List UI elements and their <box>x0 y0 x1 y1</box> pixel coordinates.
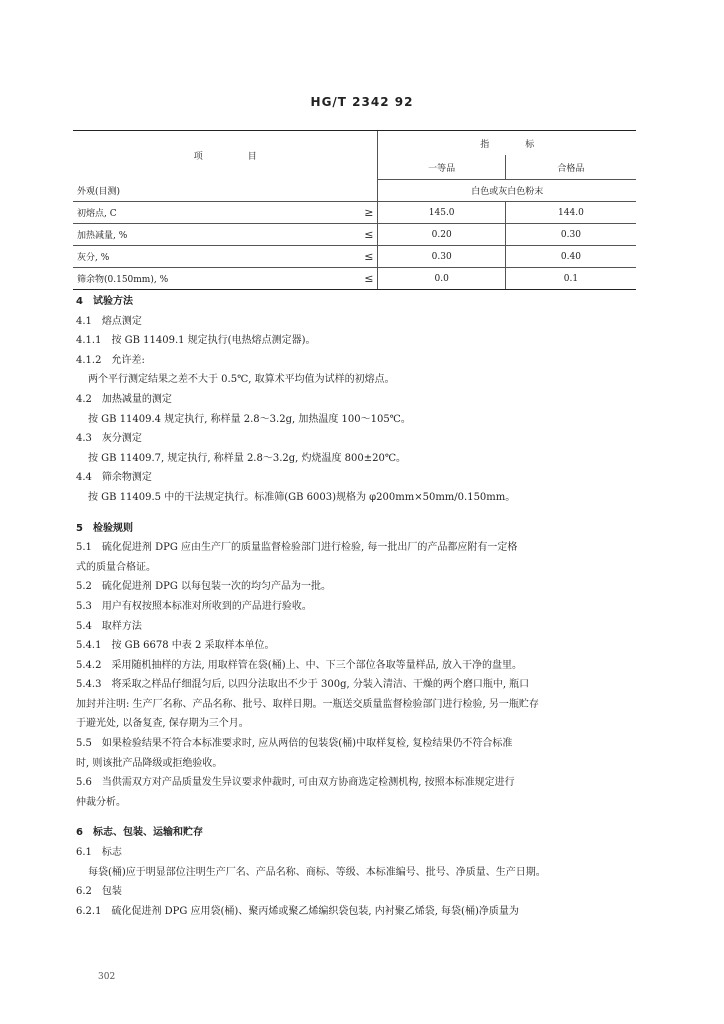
row-label: 灰分, % <box>73 246 341 268</box>
clause-continued: 式的质量合格证。 <box>76 561 156 573</box>
standard-header: HG/T 2342 92 <box>310 95 414 109</box>
section-heading: 4 试验方法 <box>76 296 133 307</box>
row-symbol: ≤ <box>341 268 378 290</box>
appearance-value: 白色或灰白色粉末 <box>378 180 636 202</box>
row-label: 加热减量, % <box>73 224 341 246</box>
row-qualified-value: 0.30 <box>505 224 636 246</box>
paragraph: 按 GB 11409.7, 规定执行, 称样量 2.8～3.2g, 灼烧温度 800±20℃。 <box>88 452 407 464</box>
subsection-heading: 4.3 灰分测定 <box>76 433 142 445</box>
col-qualified-grade: 合格品 <box>505 155 636 180</box>
row-qualified-value: 0.1 <box>505 268 636 290</box>
row-label: 初熔点, C <box>73 202 341 224</box>
row-first-value: 145.0 <box>378 202 505 224</box>
clause: 6.2.1 硫化促进剂 DPG 应用袋(桶)、聚丙烯或聚乙烯编织袋包装, 内衬聚乙烯袋, 每袋(桶)净质量为 <box>76 905 519 917</box>
paragraph: 两个平行测定结果之差不大于 0.5℃, 取算术平均值为试样的初熔点。 <box>88 374 395 386</box>
clause-continued: 仲裁分析。 <box>76 796 126 808</box>
paragraph: 按 GB 11409.4 规定执行, 称样量 2.8～3.2g, 加热温度 100～105℃。 <box>88 413 411 425</box>
subsection-heading: 5.4 取样方法 <box>76 620 142 632</box>
clause: 4.1.2 允许差: <box>76 354 145 366</box>
clause: 5.2 硫化促进剂 DPG 以每包装一次的均匀产品为一批。 <box>76 581 331 593</box>
row-symbol: ≥ <box>341 202 378 224</box>
subsection-heading: 4.2 加热减量的测定 <box>76 393 172 405</box>
clause: 5.4.2 采用随机抽样的方法, 用取样管在袋(桶)上、中、下三个部位各取等量样品, 放入干净的盘里。 <box>76 659 522 671</box>
page-number: 302 <box>98 972 116 982</box>
document-body <box>76 292 640 921</box>
section-heading: 6 标志、包装、运输和贮存 <box>76 827 203 839</box>
clause: 5.4.3 将采取之样品仔细混匀后, 以四分法取出不少于 300g, 分装入清洁、干燥的两个磨口瓶中, 瓶口 <box>76 679 530 691</box>
paragraph: 按 GB 11409.5 中的干法规定执行。标准筛(GB 6003)规格为 φ200mm×50mm/0.150mm。 <box>88 491 516 503</box>
clause-continued: 加封并注明: 生产厂名称、产品名称、批号、取样日期。一瓶送交质量监督检验部门进行检验, 另一瓶贮存 <box>76 698 539 710</box>
col-first-grade: 一等品 <box>378 155 505 180</box>
row-symbol: ≤ <box>341 224 378 246</box>
subsection-heading: 6.2 包装 <box>76 886 122 898</box>
col-index-header: 指 标 <box>378 131 636 156</box>
clause: 4.1.1 按 GB 11409.1 规定执行(电热熔点测定器)。 <box>76 335 316 347</box>
section-heading: 5 检验规则 <box>76 522 133 534</box>
clause: 5.6 当供需双方对产品质量发生异议要求仲裁时, 可由双方协商选定检测机构, 按照本标准规定进行 <box>76 777 515 789</box>
paragraph: 每袋(桶)应于明显部位注明生产厂名、产品名称、商标、等级、本标准编号、批号、净质量、生产日期。 <box>88 866 546 878</box>
subsection-heading: 4.1 熔点测定 <box>76 315 142 327</box>
subsection-heading: 4.4 筛余物测定 <box>76 472 152 484</box>
row-symbol: ≤ <box>341 246 378 268</box>
row-first-value: 0.20 <box>378 224 505 246</box>
spec-table <box>73 130 636 290</box>
row-label: 筛余物(0.150mm), % <box>73 268 341 290</box>
clause-continued: 于避光处, 以备复查, 保存期为三个月。 <box>76 718 249 730</box>
clause-continued: 时, 则该批产品降级或拒绝验收。 <box>76 757 223 769</box>
row-qualified-value: 0.40 <box>505 246 636 268</box>
clause: 5.4.1 按 GB 6678 中表 2 采取样本单位。 <box>76 640 275 652</box>
subsection-heading: 6.1 标志 <box>76 847 122 859</box>
row-qualified-value: 144.0 <box>505 202 636 224</box>
appearance-label: 外观(目测) <box>73 180 341 202</box>
clause: 5.5 如果检验结果不符合本标准要求时, 应从两倍的包装袋(桶)中取样复检, 复检结果仍不符合标准 <box>76 738 513 750</box>
clause: 5.3 用户有权按照本标准对所收到的产品进行验收。 <box>76 600 312 612</box>
clause: 5.1 硫化促进剂 DPG 应由生产厂的质量监督检验部门进行检验, 每一批出厂的产品都应附有一定格 <box>76 542 518 554</box>
row-first-value: 0.0 <box>378 268 505 290</box>
col-item-header: 项 目 <box>73 131 378 180</box>
row-first-value: 0.30 <box>378 246 505 268</box>
